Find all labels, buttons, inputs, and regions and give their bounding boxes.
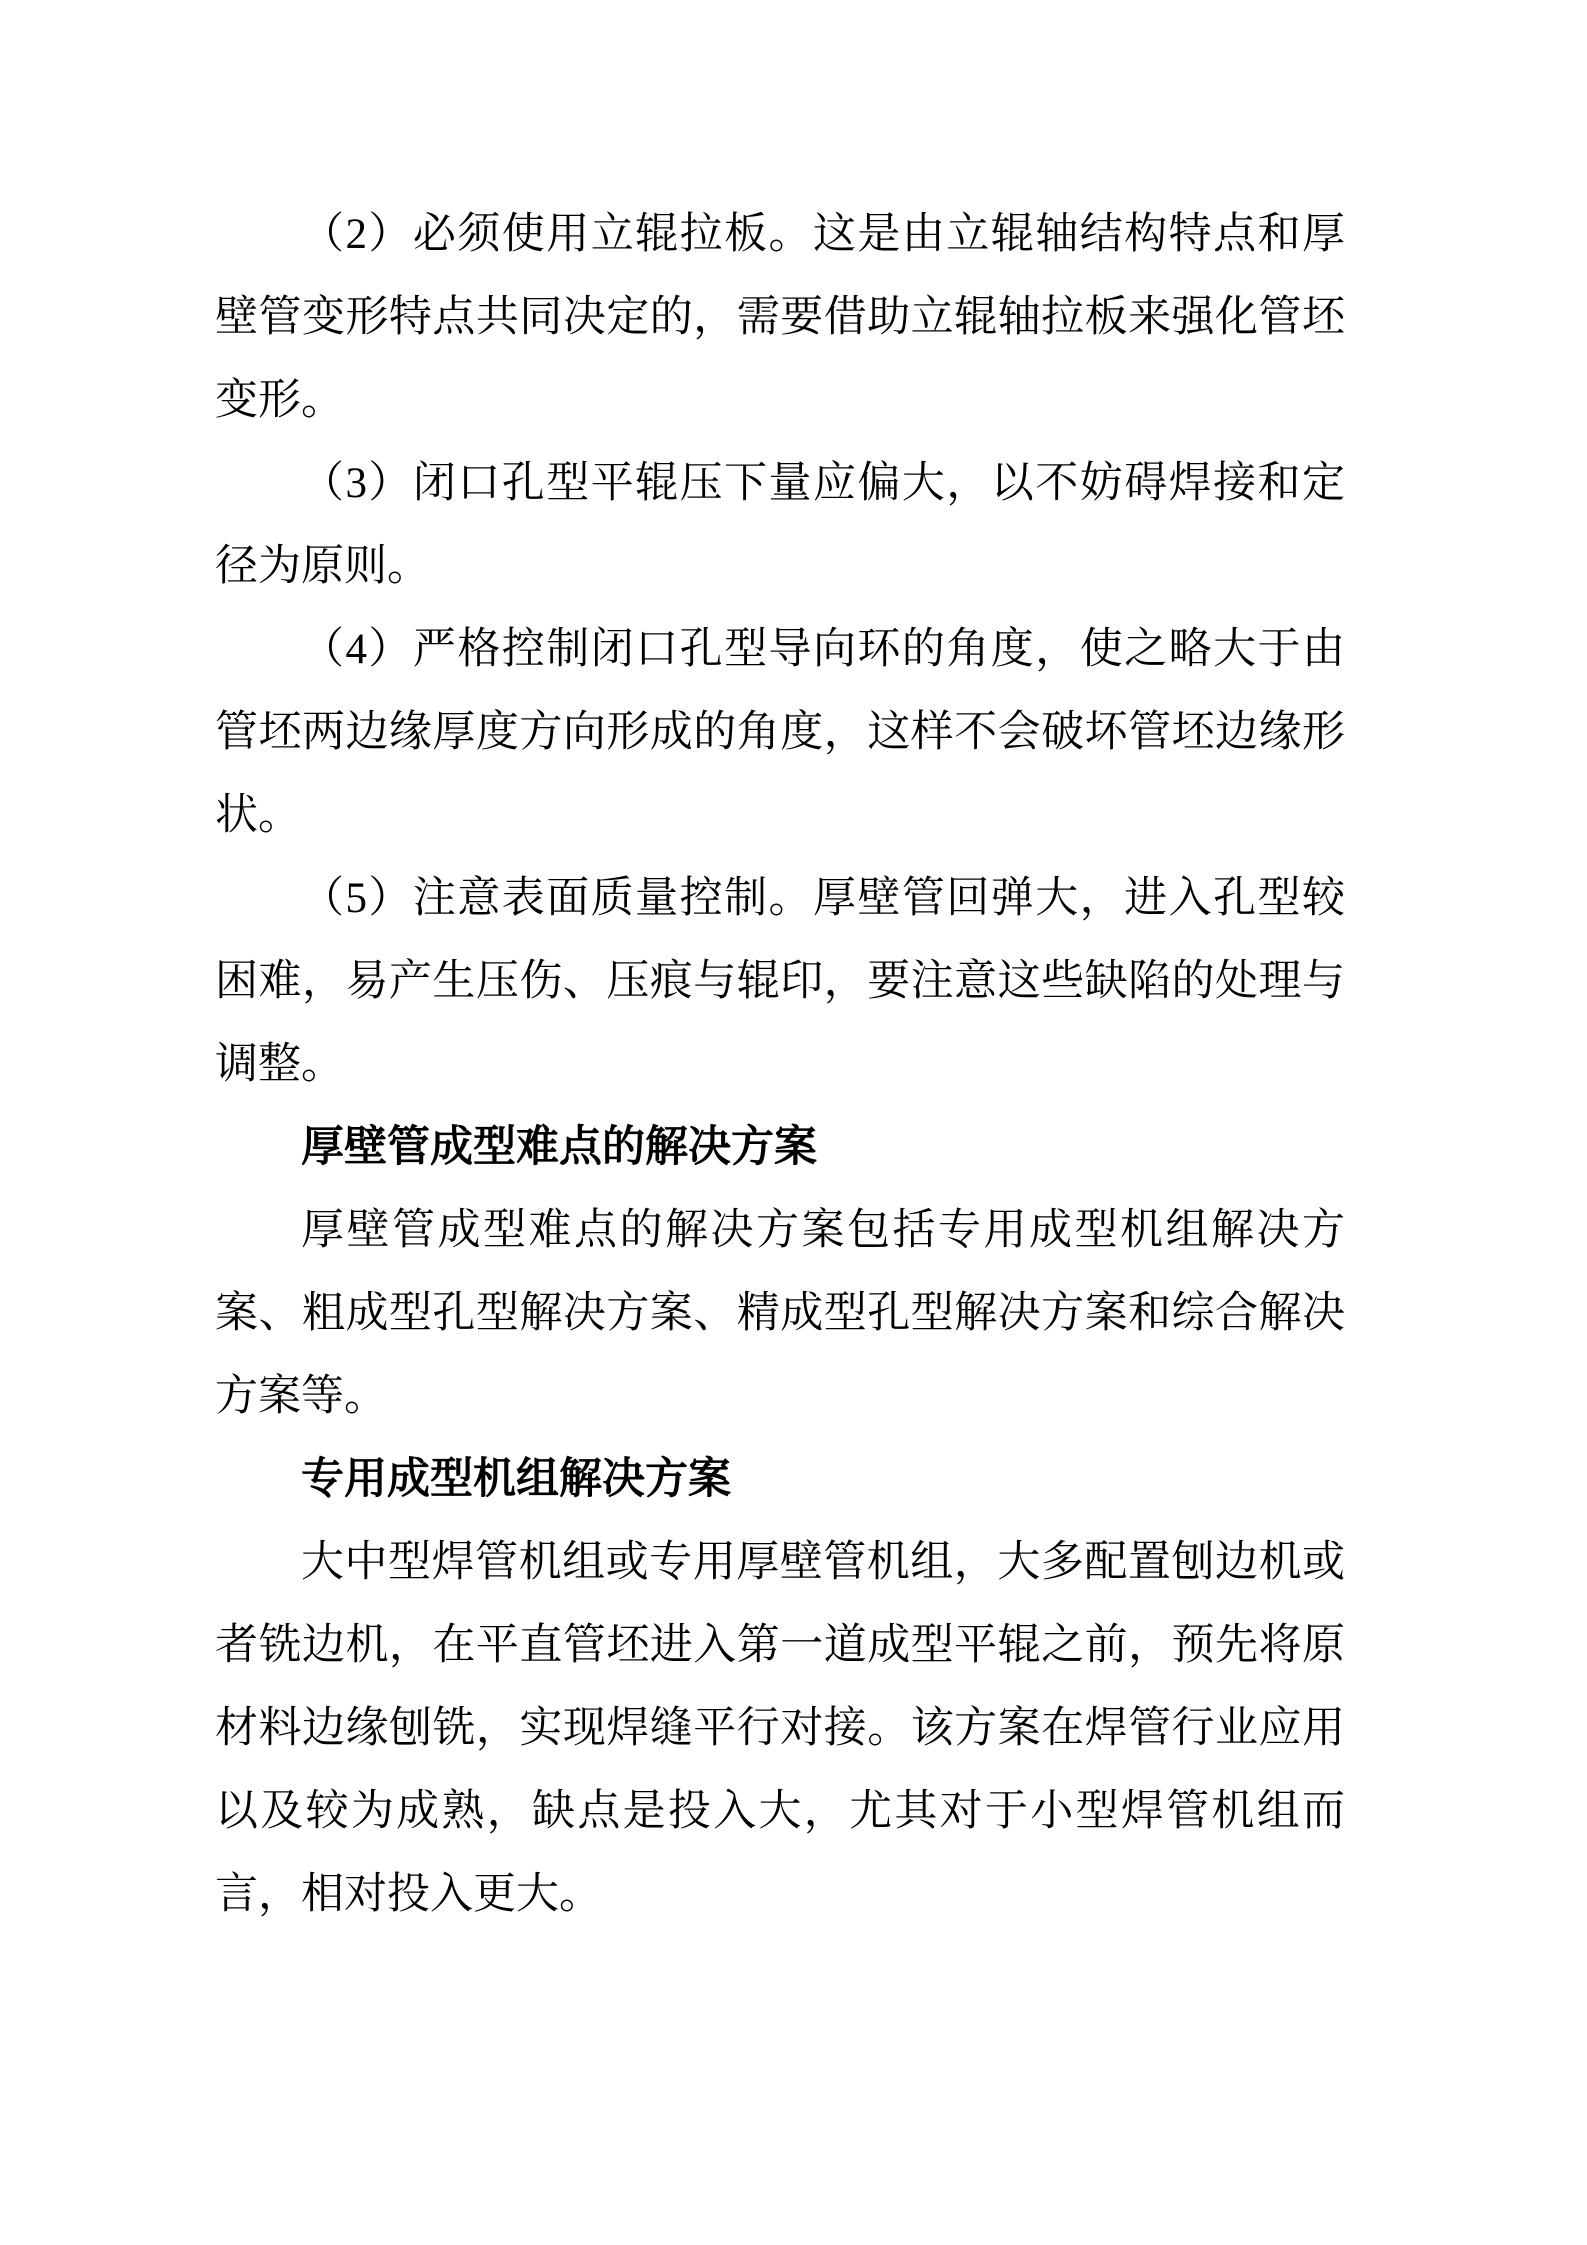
paragraph-dedicated-mill: 大中型焊管机组或专用厚壁管机组，大多配置刨边机或者铣边机，在平直管坯进入第一道成型平辊之前，预先将原材料边缘刨铣，实现焊缝平行对接。该方案在焊管行业应用以及较为成熟，缺点是投入大，尤其对于小型焊管机组而言，相对投入更大。 <box>215 1539 1345 1918</box>
section-heading-solutions: 厚壁管成型难点的解决方案 <box>301 1124 817 1171</box>
paragraph-item-3: （3）闭口孔型平辊压下量应偏大，以不妨碍焊接和定径为原则。 <box>215 460 1345 590</box>
document-body <box>215 193 1345 1936</box>
paragraph-item-5: （5）注意表面质量控制。厚壁管回弹大，进入孔型较困难，易产生压伤、压痕与辊印，要注意这些缺陷的处理与调整。 <box>215 875 1345 1088</box>
paragraph-solutions-overview: 厚壁管成型难点的解决方案包括专用成型机组解决方案、粗成型孔型解决方案、精成型孔型解决方案和综合解决方案等。 <box>215 1207 1345 1420</box>
paragraph-item-4: （4）严格控制闭口孔型导向环的角度，使之略大于由管坯两边缘厚度方向形成的角度，这样不会破坏管坯边缘形状。 <box>215 626 1345 839</box>
paragraph-item-2: （2）必须使用立辊拉板。这是由立辊轴结构特点和厚壁管变形特点共同决定的，需要借助立辊轴拉板来强化管坯变形。 <box>215 211 1345 424</box>
section-heading-dedicated-mill: 专用成型机组解决方案 <box>301 1456 731 1503</box>
